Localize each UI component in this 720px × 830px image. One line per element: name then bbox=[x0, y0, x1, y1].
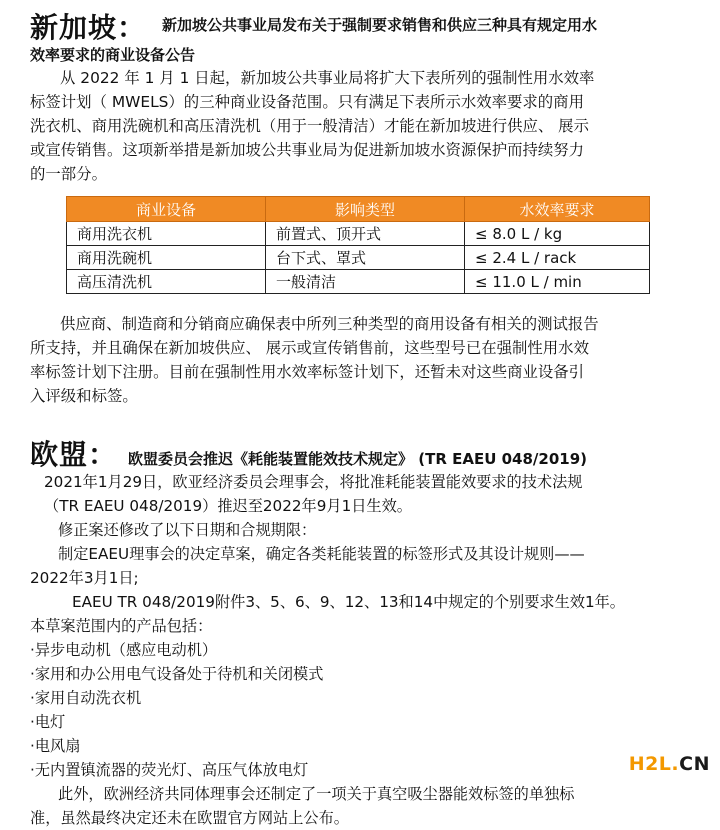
singapore-colon: ： bbox=[117, 11, 146, 44]
paragraph-line: 标签计划（ MWELS）的三种商业设备范围。只有满足下表所示水效率要求的商用 bbox=[30, 93, 584, 111]
paragraph-line: 的一部分。 bbox=[30, 165, 107, 183]
eu-line: 修正案还修改了以下日期和合规期限： bbox=[58, 521, 317, 539]
eu-list-item: ·电风扇 bbox=[30, 737, 81, 755]
watermark-brand: H2L bbox=[628, 753, 672, 775]
eu-list-item: ·异步电动机（感应电动机） bbox=[30, 641, 218, 659]
table-header-row bbox=[67, 197, 650, 222]
paragraph-line: 所支持，并且确保在新加坡供应、 展示或宣传销售前，这些型号已在强制性用水效 bbox=[30, 339, 589, 357]
watermark-dot: . bbox=[671, 753, 680, 775]
table-cell: 商用洗衣机 bbox=[67, 222, 266, 246]
eu-line: （TR EAEU 048/2019）推迟至2022年9月1日生效。 bbox=[44, 497, 412, 515]
table-row bbox=[67, 270, 650, 294]
table-cell: 高压清洗机 bbox=[67, 270, 266, 294]
table-cell: 台下式、罩式 bbox=[266, 246, 465, 270]
eu-list-item: ·电灯 bbox=[30, 713, 66, 731]
eu-region-label: 欧盟 bbox=[30, 438, 89, 471]
table-header-cell: 影响类型 bbox=[266, 197, 465, 222]
table-cell: 商用洗碗机 bbox=[67, 246, 266, 270]
site-watermark-logo bbox=[629, 753, 710, 775]
paragraph-line: 洗衣机、商用洗碗机和高压清洗机（用于一般清洁）才能在新加坡进行供应、 展示 bbox=[30, 117, 589, 135]
eu-list-item: ·无内置镇流器的荧光灯、高压气体放电灯 bbox=[30, 761, 309, 779]
table-header-cell: 水效率要求 bbox=[465, 197, 650, 222]
watermark-suffix: CN bbox=[679, 753, 710, 775]
eu-line: 制定EAEU理事会的决定草案，确定各类耗能装置的标签形式及其设计规则—— bbox=[58, 545, 585, 563]
paragraph-line: 或宣传销售。这项新举措是新加坡公共事业局为促进新加坡水资源保护而持续努力 bbox=[30, 141, 585, 159]
eu-line: 本草案范围内的产品包括： bbox=[30, 617, 213, 635]
paragraph-line: 入评级和标签。 bbox=[30, 387, 138, 405]
table-cell: ≤ 2.4 L / rack bbox=[465, 246, 650, 270]
paragraph-line: 供应商、制造商和分销商应确保表中所列三种类型的商用设备有相关的测试报告 bbox=[60, 315, 599, 333]
eu-body bbox=[30, 470, 700, 830]
table-header-cell: 商业设备 bbox=[67, 197, 266, 222]
singapore-title-line1: 新加坡公共事业局发布关于强制要求销售和供应三种具有规定用水 bbox=[162, 16, 598, 34]
singapore-title-line2: 效率要求的商业设备公告 bbox=[30, 46, 196, 64]
eu-line: EAEU TR 048/2019附件3、5、6、9、12、13和14中规定的个别要求生效1年。 bbox=[72, 593, 625, 611]
singapore-paragraph-1 bbox=[30, 66, 694, 186]
eu-line: 2021年1月29日，欧亚经济委员会理事会，将批准耗能装置能效要求的技术法规 bbox=[44, 473, 583, 491]
table-cell: 前置式、顶开式 bbox=[266, 222, 465, 246]
eu-list-item: ·家用和办公用电气设备处于待机和关闭模式 bbox=[30, 665, 324, 683]
singapore-heading bbox=[30, 6, 157, 46]
table-cell: ≤ 11.0 L / min bbox=[465, 270, 650, 294]
eu-list-item: ·家用自动洗衣机 bbox=[30, 689, 142, 707]
singapore-region-label: 新加坡 bbox=[30, 11, 118, 44]
table-row bbox=[67, 222, 650, 246]
eu-colon: ： bbox=[88, 438, 117, 471]
table-cell: 一般清洁 bbox=[266, 270, 465, 294]
table-row bbox=[67, 246, 650, 270]
paragraph-line: 率标签计划下注册。目前在强制性用水效率标签计划下，还暂未对这些商业设备引 bbox=[30, 363, 585, 381]
eu-title: 欧盟委员会推迟《耗能装置能效技术规定》 (TR EAEU 048/2019) bbox=[128, 450, 588, 468]
table-cell: ≤ 8.0 L / kg bbox=[465, 222, 650, 246]
eu-line: 此外，欧洲经济共同体理事会还制定了一项关于真空吸尘器能效标签的单独标 bbox=[58, 785, 575, 803]
eu-heading bbox=[30, 433, 587, 473]
singapore-paragraph-2 bbox=[30, 312, 694, 408]
paragraph-line: 从 2022 年 1 月 1 日起，新加坡公共事业局将扩大下表所列的强制性用水效率 bbox=[60, 69, 595, 87]
eu-line: 准，虽然最终决定还未在欧盟官方网站上公布。 bbox=[30, 809, 349, 827]
eu-line: 2022年3月1日; bbox=[30, 569, 139, 587]
water-efficiency-table bbox=[66, 196, 650, 294]
